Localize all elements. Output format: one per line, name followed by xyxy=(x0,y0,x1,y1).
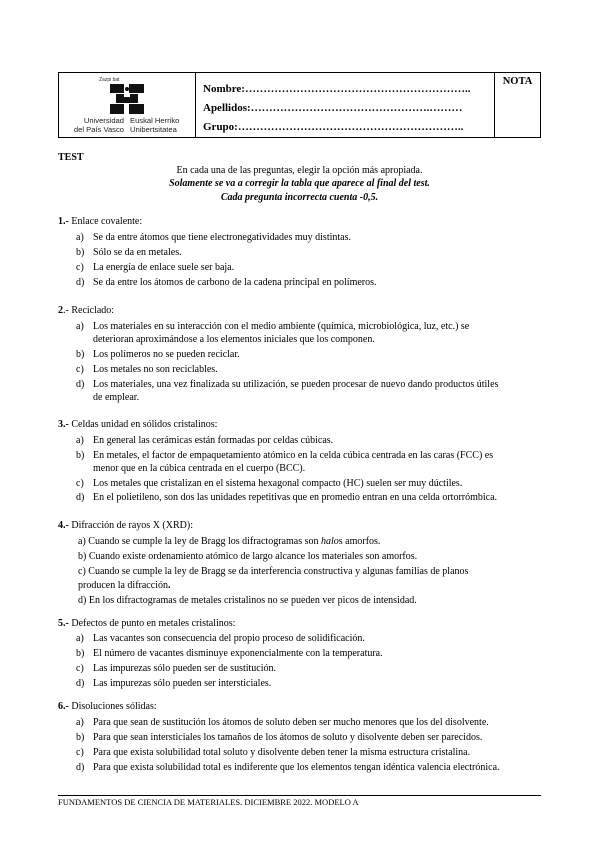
option-letter: b) xyxy=(76,349,85,360)
instructions: En cada una de las preguntas, elegir la opción más apropiada. xyxy=(176,165,423,176)
option-letter: d) xyxy=(76,762,85,773)
university-name-eu: Euskal Herriko Unibertsitatea xyxy=(130,116,180,134)
question-4-option-c-cont[interactable]: producen la difracción. xyxy=(78,580,171,591)
question-3-option-b-cont[interactable]: menor que en la cúbica centrada en el cuerpo (BCC). xyxy=(93,463,306,474)
question-2-option-d-cont[interactable]: de emplear. xyxy=(93,392,140,403)
option-letter: c) xyxy=(76,364,84,375)
instructions-note: Solamente se va a corregir la tabla que aparece al final del test. xyxy=(169,178,430,189)
question-2-stem: 2.- Reciclado: xyxy=(58,305,115,316)
question-4-option-d[interactable]: d) En los difractogramas de metales cristalinos no se pueden ver picos de intensidad. xyxy=(78,595,417,606)
question-1-stem: 1.- Enlace covalente: xyxy=(58,216,143,227)
question-3-option-a[interactable]: En general las cerámicas están formadas por celdas cúbicas. xyxy=(93,435,334,446)
question-2-option-a[interactable]: Los materiales en su interacción con el medio ambiente (química, microbiológica, luz, etc.) se xyxy=(93,321,470,332)
option-letter: a) xyxy=(76,717,84,728)
university-logo xyxy=(59,73,196,137)
test-title: TEST xyxy=(58,152,84,163)
university-name-es: Universidad del País Vasco xyxy=(73,116,124,134)
question-5-option-a[interactable]: Las vacantes son consecuencia del propio proceso de solidificación. xyxy=(93,633,365,644)
question-2-option-a-cont[interactable]: deterioran aproximándose a los elementos iniciales que los componen. xyxy=(93,334,375,345)
question-1-option-a[interactable]: Se da entre átomos que tiene electronegatividades muy distintas. xyxy=(93,232,351,243)
option-letter: d) xyxy=(76,277,85,288)
question-6-stem: 6.- Disoluciones sólidas: xyxy=(58,701,157,712)
option-letter: d) xyxy=(76,492,85,503)
question-2-option-c[interactable]: Los metales no son reciclables. xyxy=(93,364,218,375)
grupo-field[interactable]: Grupo:…………………………………………………….. xyxy=(203,121,464,133)
option-letter: a) xyxy=(76,321,84,332)
option-letter: c) xyxy=(76,663,84,674)
logo-motto: Zazpi bat xyxy=(99,77,120,83)
option-letter: c) xyxy=(76,262,84,273)
option-letter: a) xyxy=(76,435,84,446)
option-letter: c) xyxy=(76,747,84,758)
question-3-option-b[interactable]: En metales, el factor de empaquetamiento atómico en la celda cúbica centrada en las caras (FCC) es xyxy=(93,450,494,461)
question-4-option-a[interactable]: a) Cuando se cumple la ley de Bragg los difractogramas son halos amorfos. xyxy=(78,536,381,547)
header-box xyxy=(58,72,541,138)
question-1-option-b[interactable]: Sólo se da en metales. xyxy=(93,247,182,258)
question-5-option-d[interactable]: Las impurezas sólo pueden ser intersticiales. xyxy=(93,678,272,689)
question-3-option-c[interactable]: Los metales que cristalizan en el sistema hexagonal compacto (HC) suelen ser muy dúctiles. xyxy=(93,478,463,489)
question-4-stem: 4.- Difracción de rayos X (XRD): xyxy=(58,520,193,531)
option-letter: b) xyxy=(76,450,85,461)
question-1-option-d[interactable]: Se da entre los átomos de carbono de la cadena principal en polímeros. xyxy=(93,277,377,288)
question-6-option-c[interactable]: Para que exista solubilidad total soluto y disolvente deben tener la misma estructura cristalina. xyxy=(93,747,471,758)
question-6-option-b[interactable]: Para que sean intersticiales los tamaños de los átomos de soluto y disolvente deben ser parecidos. xyxy=(93,732,483,743)
question-6-option-a[interactable]: Para que sean de sustitución los átomos de soluto deben ser mucho menores que los del disolvente. xyxy=(93,717,489,728)
option-letter: b) xyxy=(76,648,85,659)
question-4-option-b[interactable]: b) Cuando existe ordenamiento atómico de largo alcance los materiales son amorfos. xyxy=(78,551,418,562)
option-letter: d) xyxy=(76,379,85,390)
option-letter: b) xyxy=(76,247,85,258)
penalty-note: Cada pregunta incorrecta cuenta -0,5. xyxy=(220,192,379,203)
upv-ehu-emblem-icon xyxy=(107,84,147,115)
page-footer: FUNDAMENTOS DE CIENCIA DE MATERIALES. DICIEMBRE 2022. MODELO A xyxy=(58,797,359,807)
question-6-option-d[interactable]: Para que exista solubilidad total es indiferente que los elementos tengan idéntica valencia electrónica. xyxy=(93,762,500,773)
nombre-field[interactable]: Nombre:…………………………………………………….. xyxy=(203,83,471,95)
question-5-option-b[interactable]: El número de vacantes disminuye exponencialmente con la temperatura. xyxy=(93,648,383,659)
question-5-stem: 5.- Defectos de punto en metales cristalinos: xyxy=(58,618,236,629)
question-4-option-c[interactable]: c) Cuando se cumple la ley de Bragg se da interferencia constructiva y algunas familias de planos xyxy=(78,566,469,577)
option-letter: a) xyxy=(76,633,84,644)
option-letter: c) xyxy=(76,478,84,489)
question-1-option-c[interactable]: La energía de enlace suele ser baja. xyxy=(93,262,235,273)
question-3-option-d[interactable]: En el polietileno, son dos las unidades repetitivas que en promedio entran en una celda ortorrómbica. xyxy=(93,492,498,503)
option-letter: a) xyxy=(76,232,84,243)
apellidos-field[interactable]: Apellidos:………………………………………….……… xyxy=(203,102,463,114)
option-letter: b) xyxy=(76,732,85,743)
question-2-option-b[interactable]: Los polímeros no se pueden reciclar. xyxy=(93,349,240,360)
question-5-option-c[interactable]: Las impurezas sólo pueden ser de sustitución. xyxy=(93,663,277,674)
option-letter: d) xyxy=(76,678,85,689)
question-3-stem: 3.- Celdas unidad en sólidos cristalinos: xyxy=(58,419,218,430)
footer-rule xyxy=(58,795,541,796)
question-2-option-d[interactable]: Los materiales, una vez finalizada su utilización, se pueden procesar de nuevo dando productos útiles xyxy=(93,379,499,390)
nota-label: NOTA xyxy=(502,76,533,87)
nota-cell[interactable] xyxy=(494,73,540,137)
